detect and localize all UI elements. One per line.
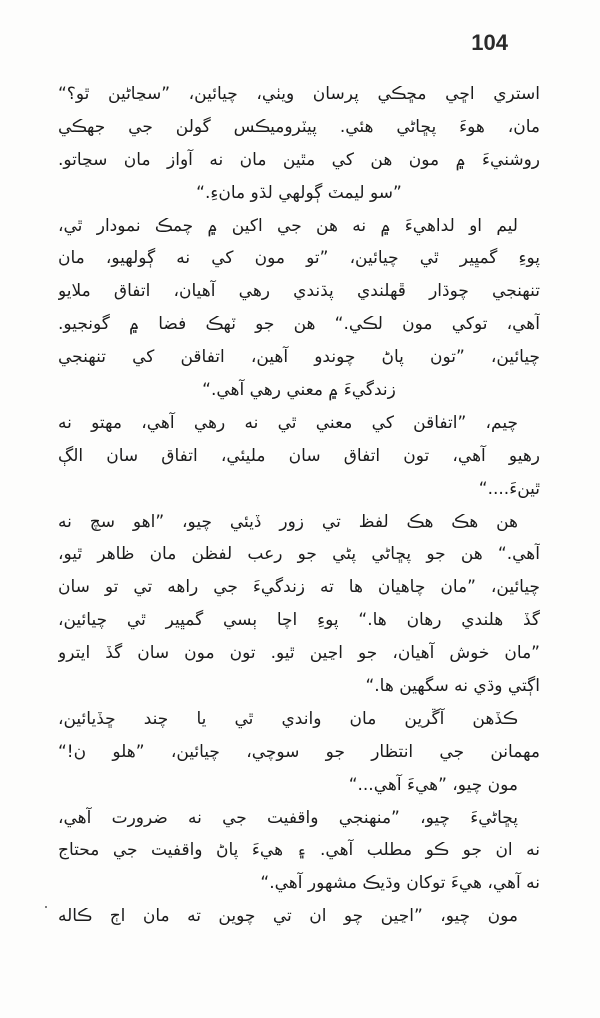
text-line: ليم او لداهيءَ ۾ نه هن جي اکين ۾ چمڪ نمودار ٿي، (58, 215, 518, 236)
text-line: ٿينءَ....“ (478, 478, 540, 499)
text-line: هن هڪ هڪ لفظ تي زور ڏيئي چيو، ”اهو سچ نه (58, 511, 518, 532)
text-line: ڪڏهن آڱرين مان واندي ٿي يا چند ڇڏيائين، (58, 708, 518, 729)
ink-speck (45, 906, 47, 908)
text-line: پوءِ گمڀير ٿي چيائين، ”تو مون کي نه ڳولهيو، مان (58, 248, 540, 269)
page-body-text (58, 78, 540, 933)
text-line: اڳتي وڌي نه سگهين ها.“ (365, 676, 540, 697)
text-line: ”سو ليمٽ ڳولهي لڌو مانءِ.“ (196, 182, 402, 203)
text-line: مهمانن جي انتظار جو سوچي، چيائين، ”هلو ن!“ (58, 741, 540, 762)
text-line: آهي.“ هن جو پڇاڻي پڻي جو رعب لفظن مان ظاهر ٿيو، (58, 544, 540, 565)
text-line: زندگيءَ ۾ معني رهي آهي.“ (202, 380, 396, 401)
text-line: چيائين، ”مان چاهيان ها ته زندگيءَ جي راهه تي تو سان (58, 577, 540, 598)
text-line: مان، هوءَ پڇاڻي هئي. پيٽروميڪس گولن جي جهڪي (58, 116, 540, 137)
text-line: گڏ هلندي رهان ها.“ پوءِ اچا ٻسي گمڀير ٿي چيائين، (58, 610, 540, 631)
text-line: نه ان جو ڪو مطلب آهي. ۽ هيءَ پاڻ واقفيت جي محتاج (58, 840, 540, 861)
text-line: ”مان خوش آهيان، جو اڃين ٿيو. تون مون سان گڏ ايترو (58, 643, 540, 664)
text-line: رهيو آهي، تون اتفاق سان مليئي، اتفاق سان الڳ (58, 445, 540, 466)
text-line: روشنيءَ ۾ مون هن کي مٿين مان نه آواز مان سڃاتو. (58, 149, 540, 170)
text-line: مون چيو، ”اڃين چو ان تي چوين ته مان اڄ ڪاله (58, 906, 518, 927)
text-line: آهي، توکي مون لڪي.“ هن جو ٽهڪ فضا ۾ گونجيو. (58, 314, 540, 335)
page-number: 104 (471, 30, 508, 55)
text-line: تنهنجي چوڌار ڦهلندي پڌندي رهي آهيان، اتفاق ملايو (58, 281, 540, 302)
text-line: چيم، ”اتفاقن کي معني ٿي نه رهي آهي، مهتو نه (58, 412, 518, 433)
text-line: پڇاڻيءَ چيو، ”منهنجي واقفيت جي نه ضرورت آهي، (58, 807, 518, 828)
text-line: مون چيو، ”هيءَ آهي...“ (348, 774, 518, 795)
text-line: نه آهي، هيءَ توکان وڌيڪ مشهور آهي.“ (260, 873, 540, 894)
text-line: چيائين، ”تون پاڻ چوندو آهين، اتفاقن کي تنهنجي (58, 347, 540, 368)
text-line: استري اڇي مڇڪي پرسان ويٺي، چيائين، ”سڃاڻين ٿو؟“ (58, 84, 540, 104)
